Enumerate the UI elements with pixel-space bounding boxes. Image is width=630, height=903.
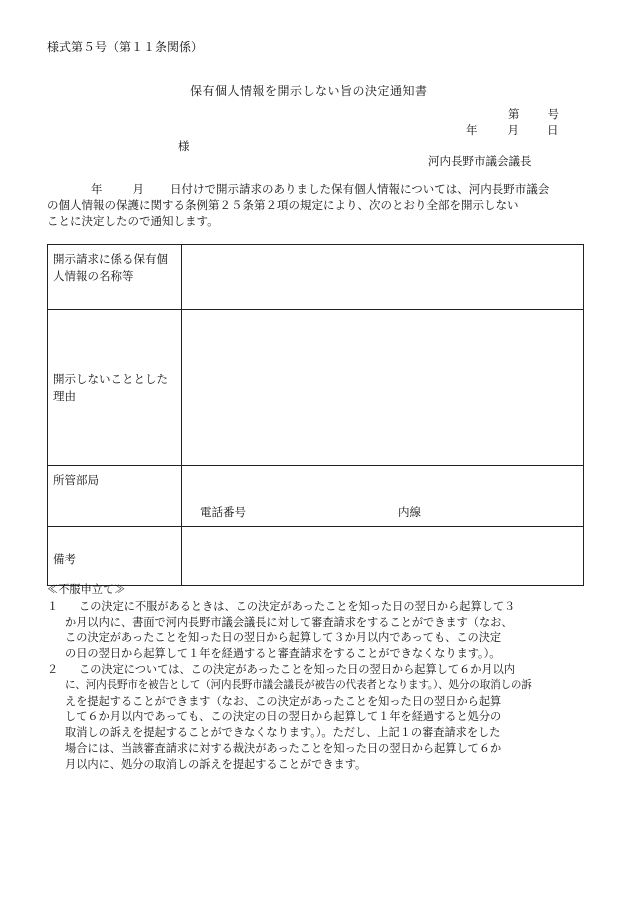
form-number: 様式第５号（第１１条関係）	[47, 40, 204, 54]
appeal-item-2-line: えを提起することができます（なお、この決定があったことを知った日の翌日から起算	[65, 694, 502, 708]
appeal-item-2-line: に、河内長野市を被告として（河内長野市議会議長が被告の代表者となります。）、処分の取消しの訴	[65, 678, 532, 691]
document-number-line	[508, 106, 559, 122]
appeal-item-2-line-text: この決定については、この決定があったことを知った日の翌日から起算して６か月以内	[79, 662, 515, 676]
intro-line-2: の個人情報の保護に関する条例第２５条第２項の規定により、次のとおり全部を開示しない	[47, 198, 519, 212]
date-hi: 日	[547, 123, 559, 137]
appeal-item-2-line: して６か月以内であっても、この決定の日の翌日から起算して１年を経過すると処分の	[65, 710, 502, 724]
intro-tsuki: 月	[132, 182, 144, 196]
table-row	[48, 310, 584, 466]
document-title: 保有個人情報を開示しない旨の決定通知書	[190, 84, 428, 98]
extension-label: 内線	[398, 505, 421, 519]
intro-paragraph	[47, 181, 587, 229]
appeal-item-1	[47, 599, 587, 662]
intro-line-1	[47, 181, 587, 197]
appeal-item-1-line-text: この決定に不服があるときは、この決定があったことを知った日の翌日から起算して３	[79, 599, 516, 613]
date-nen: 年	[466, 123, 478, 137]
intro-line-3: ことに決定したので通知します。	[47, 214, 219, 228]
phone-number-label: 電話番号	[200, 505, 246, 519]
department-label: 所管部局	[48, 466, 182, 527]
number-dai: 第	[508, 107, 520, 121]
decision-form-table	[47, 244, 584, 586]
number-go: 号	[547, 107, 559, 121]
appeal-item-2-line: 月以内に、処分の取消しの訴えを提起することができます。	[65, 757, 367, 771]
appeal-notice	[47, 582, 587, 773]
intro-line-1-text: 日付けで開示請求のありました保有個人情報については、河内長野市議会	[170, 182, 550, 196]
reason-label: 開示しないこととした理由	[48, 310, 182, 466]
remarks-label: 備考	[48, 527, 182, 586]
appeal-item-2-number: ２	[47, 662, 59, 676]
table-row	[48, 466, 584, 527]
document-date-line	[466, 122, 559, 138]
date-tsuki: 月	[507, 123, 519, 137]
info-name-label: 開示請求に係る保有個人情報の名称等	[48, 245, 182, 310]
appeal-item-2-line: 取消しの訴えを提起することができなくなります。）。ただし、上記１の審査請求をした	[65, 726, 501, 740]
department-field[interactable]	[182, 466, 584, 527]
appeal-item-1-line: の日の翌日から起算して１年を経過すると審査請求をすることができなくなります。）。	[65, 647, 501, 661]
table-row	[48, 527, 584, 586]
appeal-heading: ≪不服申立て≫	[47, 583, 126, 596]
addressee-honorific: 様	[178, 139, 190, 153]
appeal-item-1-line	[65, 599, 587, 615]
appeal-item-2-line	[65, 662, 587, 678]
info-name-field[interactable]	[182, 245, 584, 310]
appeal-item-2-line: 場合には、当該審査請求に対する裁決があったことを知った日の翌日から起算して６か	[65, 741, 502, 755]
intro-nen: 年	[91, 182, 103, 196]
appeal-item-1-line: か月以内に、書面で河内長野市議会議長に対して審査請求をすることができます（なお、	[65, 615, 513, 629]
issuer-name: 河内長野市議会議長	[428, 154, 532, 168]
appeal-item-1-line: この決定があったことを知った日の翌日から起算して３か月以内であっても、この決定	[65, 631, 502, 645]
reason-field[interactable]	[182, 310, 584, 466]
appeal-item-2	[47, 662, 587, 773]
table-row	[48, 245, 584, 310]
remarks-field[interactable]	[182, 527, 584, 586]
appeal-item-1-number: １	[47, 599, 59, 613]
